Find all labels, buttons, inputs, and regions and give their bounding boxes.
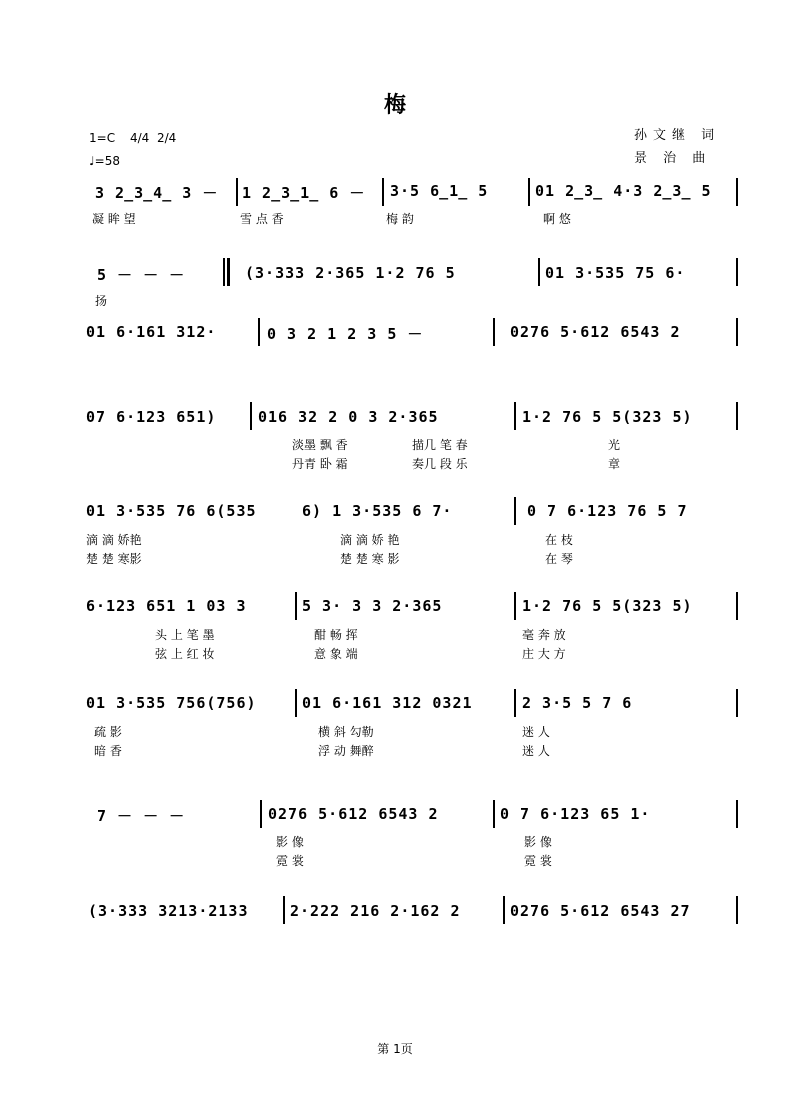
bar-line xyxy=(736,178,738,206)
lyric-line: 梅 韵 xyxy=(386,212,414,226)
measure-notes: 01 6·161 312· xyxy=(86,323,217,341)
time-signature: 4/4 2/4 xyxy=(130,131,177,145)
lyric-line: 雪 点 香 xyxy=(240,212,284,226)
lyric-line: 迷 人 xyxy=(522,744,550,758)
measure-notes: 2 3·5 5 7 6 xyxy=(522,694,633,712)
composer-credit: 景 治 曲 xyxy=(634,151,712,166)
measure-notes: 01 3·535 76 6(535 xyxy=(86,502,257,520)
lyric-line: 啊 悠 xyxy=(543,212,571,226)
bar-line xyxy=(283,896,285,924)
lyric-line: 在 琴 xyxy=(545,552,573,566)
measure-notes: 1·2 76 5 5(323 5) xyxy=(522,408,693,426)
measure-notes: 0276 5·612 6543 2 xyxy=(268,805,439,823)
measure-notes: (3·333 3213·2133 xyxy=(88,902,249,920)
song-title: 梅 xyxy=(383,92,406,118)
bar-line xyxy=(736,800,738,828)
bar-line xyxy=(236,178,238,206)
bar-line xyxy=(736,689,738,717)
measure-notes: (3·333 2·365 1·2 76 5 xyxy=(245,264,456,282)
bar-line xyxy=(493,800,495,828)
lyric-line: 奏几 段 乐 xyxy=(412,457,468,471)
bar-line xyxy=(528,178,530,206)
measure-notes: 1·2 76 5 5(323 5) xyxy=(522,597,693,615)
bar-line xyxy=(736,402,738,430)
bar-line xyxy=(736,592,738,620)
lyric-line: 暗 香 xyxy=(94,744,122,758)
bar-line xyxy=(514,689,516,717)
measure-notes: 01 3·535 756(756) xyxy=(86,694,257,712)
lyric-line: 弦 上 红 妆 xyxy=(155,647,215,661)
lyric-line: 光 xyxy=(608,438,621,452)
lyric-line: 滴 滴 娇艳 xyxy=(86,533,142,547)
bar-line xyxy=(250,402,252,430)
bar-line xyxy=(514,402,516,430)
measure-notes: 3·5 6̲1̲ 5 xyxy=(390,182,489,200)
measure-notes: 5 － － － xyxy=(97,266,186,284)
lyric-line: 滴 滴 娇 艳 xyxy=(340,533,400,547)
lyric-line: 霓 裳 xyxy=(276,854,304,868)
bar-line xyxy=(503,896,505,924)
bar-line xyxy=(538,258,540,286)
measure-notes: 2·222 216 2·162 2 xyxy=(290,902,461,920)
measure-notes: 01 3·535 75 6· xyxy=(545,264,686,282)
lyric-line: 意 象 端 xyxy=(314,647,358,661)
lyric-line: 横 斜 勾勒 xyxy=(318,725,374,739)
lyric-line: 在 枝 xyxy=(545,533,573,547)
bar-line xyxy=(295,689,297,717)
measure-notes: 0276 5·612 6543 27 xyxy=(510,902,691,920)
key-signature: 1=C xyxy=(89,131,116,145)
lyric-line: 章 xyxy=(608,457,621,471)
quarter-note-icon: ♩ xyxy=(89,154,95,168)
lyric-line: 疏 影 xyxy=(94,725,122,739)
lyricist-credit: 孙文继 词 xyxy=(634,128,721,143)
bar-line xyxy=(258,318,260,346)
bar-line xyxy=(295,592,297,620)
lyric-line: 楚 楚 寒影 xyxy=(86,552,142,566)
measure-notes: 0 7 6·123 76 5 7 xyxy=(527,502,688,520)
measure-notes: 7 － － － xyxy=(97,807,186,825)
bar-line xyxy=(382,178,384,206)
lyric-line: 凝 眸 望 xyxy=(92,212,136,226)
measure-notes: 1 2̲3̲1̲ 6 － xyxy=(242,184,366,202)
bar-line xyxy=(736,896,738,924)
measure-notes: 3 2̲3̲4̲ 3 － xyxy=(95,184,219,202)
lyric-line: 毫 奔 放 xyxy=(522,628,566,642)
lyric-line: 淡墨 飘 香 xyxy=(292,438,348,452)
lyric-line: 庄 大 方 xyxy=(522,647,566,661)
measure-notes: 01 6·161 312 0321 xyxy=(302,694,473,712)
lyric-line: 浮 动 舞醉 xyxy=(318,744,374,758)
lyric-line: 楚 楚 寒 影 xyxy=(340,552,400,566)
lyric-line: 酣 畅 挥 xyxy=(314,628,358,642)
lyric-line: 影 像 xyxy=(276,835,304,849)
lyric-line: 丹青 卧 霜 xyxy=(292,457,348,471)
measure-notes: 5 3· 3 3 2·365 xyxy=(302,597,443,615)
bar-line xyxy=(736,318,738,346)
lyric-line: 影 像 xyxy=(524,835,552,849)
lyric-line: 头 上 笔 墨 xyxy=(155,628,215,642)
bar-line xyxy=(514,592,516,620)
measure-notes: 0 3 2 1 2 3 5 － xyxy=(267,325,424,343)
measure-notes: 0276 5·612 6543 2 xyxy=(510,323,681,341)
measure-notes: 0 7 6·123 65 1· xyxy=(500,805,651,823)
lyric-line: 迷 人 xyxy=(522,725,550,739)
measure-notes: 07 6·123 651) xyxy=(86,408,217,426)
measure-notes: 6) 1 3·535 6 7· xyxy=(302,502,453,520)
page-number: 第 1页 xyxy=(377,1042,413,1056)
lyric-line: 扬 xyxy=(95,294,108,308)
measure-notes: 01 2̲3̲ 4·3 2̲3̲ 5 xyxy=(535,182,712,200)
bar-line xyxy=(514,497,516,525)
measure-notes: 6·123 651 1 03 3 xyxy=(86,597,247,615)
bar-line xyxy=(493,318,495,346)
lyric-line: 描几 笔 春 xyxy=(412,438,468,452)
repeat-start-bar xyxy=(227,258,230,286)
bar-line xyxy=(736,258,738,286)
repeat-start-bar xyxy=(223,258,225,286)
lyric-line: 霓 裳 xyxy=(524,854,552,868)
bar-line xyxy=(260,800,262,828)
tempo-marking: ♩=58 xyxy=(89,154,120,168)
measure-notes: 016 32 2 0 3 2·365 xyxy=(258,408,439,426)
